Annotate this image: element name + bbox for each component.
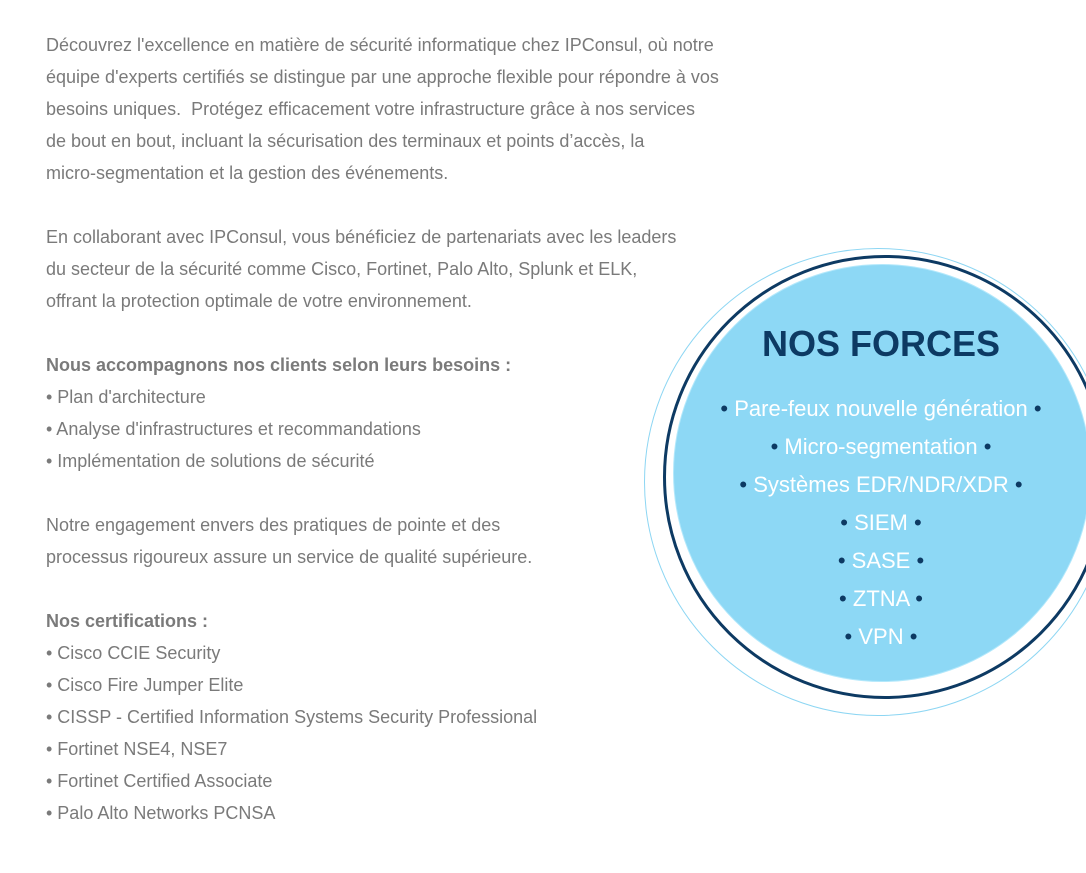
forces-item: [670, 542, 1086, 580]
commitment-line: Notre engagement envers des pratiques de pointe et des: [46, 515, 501, 535]
bullet-icon: •: [770, 434, 779, 459]
certification-item: • Cisco Fire Jumper Elite: [46, 675, 244, 695]
bullet-icon: •: [844, 624, 853, 649]
bullet-icon: •: [914, 510, 922, 535]
forces-item: [670, 428, 1086, 466]
forces-item-label: SIEM: [854, 510, 908, 535]
bullet-icon: •: [720, 396, 729, 421]
bullet-icon: •: [915, 586, 923, 611]
bullet-icon: •: [1033, 396, 1042, 421]
support-heading: Nous accompagnons nos clients selon leurs besoins :: [46, 355, 512, 375]
certification-item: • CISSP - Certified Information Systems Security Professional: [46, 707, 538, 727]
intro-line: besoins uniques. Protégez efficacement votre infrastructure grâce à nos services: [46, 99, 696, 119]
commitment-line: processus rigoureux assure un service de qualité supérieure.: [46, 547, 533, 567]
forces-item: [670, 580, 1086, 618]
intro-line: Découvrez l'excellence en matière de sécurité informatique chez IPConsul, où notre: [46, 35, 714, 55]
certification-item: • Palo Alto Networks PCNSA: [46, 803, 276, 823]
forces-title: NOS FORCES: [761, 323, 1001, 364]
certification-item: • Cisco CCIE Security: [46, 643, 221, 663]
bullet-icon: •: [916, 548, 925, 573]
forces-item-label: Pare-feux nouvelle génération: [734, 396, 1028, 421]
forces-item: [670, 390, 1086, 428]
forces-panel: [670, 320, 1086, 656]
forces-item: [670, 504, 1086, 542]
forces-item-label: Systèmes EDR/NDR/XDR: [753, 472, 1009, 497]
certification-item: • Fortinet NSE4, NSE7: [46, 739, 228, 759]
partners-line: du secteur de la sécurité comme Cisco, Fortinet, Palo Alto, Splunk et ELK,: [46, 259, 638, 279]
intro-line: de bout en bout, incluant la sécurisation des terminaux et points d’accès, la: [46, 131, 645, 151]
forces-item-label: ZTNA: [852, 586, 910, 611]
forces-item: [670, 466, 1086, 504]
support-item: • Analyse d'infrastructures et recommandations: [46, 419, 421, 439]
partners-line: offrant la protection optimale de votre environnement.: [46, 291, 472, 311]
intro-line: micro-segmentation et la gestion des événements.: [46, 163, 449, 183]
bullet-icon: •: [837, 548, 846, 573]
certification-item: • Fortinet Certified Associate: [46, 771, 273, 791]
bullet-icon: •: [1014, 472, 1023, 497]
support-item: • Implémentation de solutions de sécurité: [46, 451, 375, 471]
intro-line: équipe d'experts certifiés se distingue par une approche flexible pour répondre à vos: [46, 67, 719, 87]
certifications-heading: Nos certifications :: [46, 611, 209, 631]
bullet-icon: •: [739, 472, 748, 497]
bullet-icon: •: [839, 586, 847, 611]
bullet-icon: •: [909, 624, 918, 649]
bullet-icon: •: [840, 510, 848, 535]
forces-item-label: SASE: [851, 548, 911, 573]
forces-item-label: VPN: [858, 624, 904, 649]
bullet-icon: •: [983, 434, 992, 459]
partners-line: En collaborant avec IPConsul, vous bénéficiez de partenariats avec les leaders: [46, 227, 677, 247]
forces-item-label: Micro-segmentation: [784, 434, 978, 459]
support-item: • Plan d'architecture: [46, 387, 206, 407]
forces-item: [670, 618, 1086, 656]
